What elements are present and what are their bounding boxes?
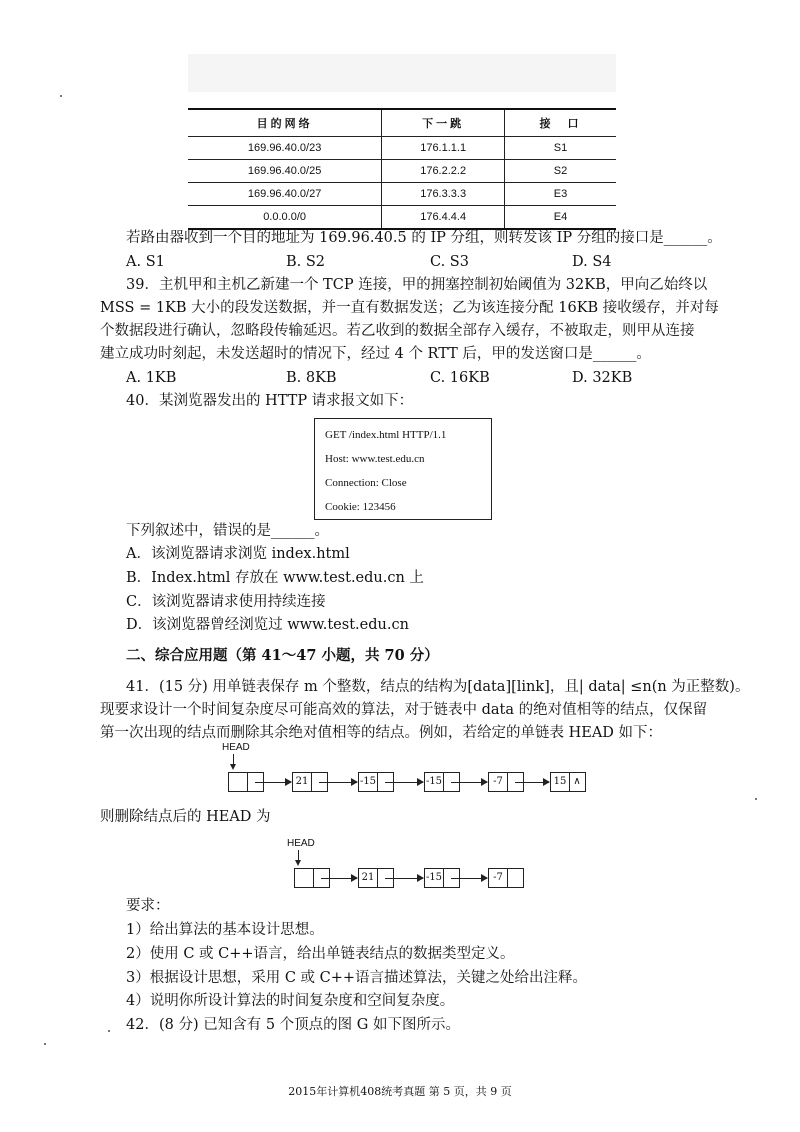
list-tail-node (488, 868, 524, 888)
list-arrow (451, 782, 487, 783)
q38-option-c: C. S3 (430, 254, 469, 270)
q41-line-3: 第一次出现的结点而删除其余绝对值相等的结点。例如，若给定的单链表 HEAD 如下： (100, 725, 663, 741)
scan-header-band (188, 54, 616, 92)
table-header-row (188, 109, 616, 137)
q40-stem: 下列叙述中，错误的是______。 (126, 523, 329, 539)
table-cell: 169.96.40.0/27 (188, 183, 382, 206)
q41-line-1: 41．(15 分) 用单链表保存 m 个整数，结点的结构为[data][link]，且| data| ≤n(n 为正整数)。 (126, 679, 750, 695)
table-cell: 176.1.1.1 (382, 137, 505, 160)
table-row (188, 137, 616, 160)
table-cell: 176.3.3.3 (382, 183, 505, 206)
http-line: GET /index.html HTTP/1.1 (325, 429, 447, 441)
list-arrow (255, 782, 291, 783)
requirements-title: 要求： (126, 898, 170, 914)
head-label: HEAD (287, 838, 315, 849)
null-icon: ∧ (573, 776, 581, 787)
scan-speck (755, 798, 757, 800)
table-cell: 0.0.0.0/0 (188, 206, 382, 230)
node-data: -15 (359, 773, 378, 791)
q39-line-1: 39．主机甲和主机乙新建一个 TCP 连接，甲的拥塞控制初始阈值为 32KB，甲向乙始终以 (126, 277, 708, 293)
list-arrow (321, 878, 357, 879)
table-header: 下一跳 (382, 109, 505, 137)
requirement-item: 3）根据设计思想，采用 C 或 C++语言描述算法，关键之处给出注释。 (126, 970, 588, 986)
http-line: Cookie: 123456 (325, 501, 396, 513)
node-data: 21 (293, 773, 312, 791)
requirement-item: 1）给出算法的基本设计思想。 (126, 922, 324, 938)
http-line: Connection: Close (325, 477, 407, 489)
requirement-item: 2）使用 C 或 C++语言，给出单链表结点的数据类型定义。 (126, 946, 515, 962)
q41-after-text: 则删除结点后的 HEAD 为 (100, 809, 271, 825)
node-data: -7 (489, 773, 508, 791)
table-cell: 169.96.40.0/25 (188, 160, 382, 183)
q40-option-c: C．该浏览器请求使用持续连接 (126, 594, 326, 610)
node-data: 15 (551, 773, 570, 791)
node-data: 21 (359, 869, 378, 887)
head-label: HEAD (222, 742, 250, 753)
node-data: -15 (425, 869, 444, 887)
q39-option-d: D. 32KB (572, 370, 633, 386)
table-header: 接 口 (505, 109, 616, 137)
table-cell: E3 (505, 183, 616, 206)
q39-option-a: A. 1KB (126, 370, 177, 386)
q40-option-b: B．Index.html 存放在 www.test.edu.cn 上 (126, 570, 424, 586)
q39-line-4: 建立成功时刻起，未发送超时的情况下，经过 4 个 RTT 后，甲的发送窗口是______。 (100, 346, 651, 362)
node-data: -7 (489, 869, 508, 887)
q38-option-d: D. S4 (572, 254, 612, 270)
q41-line-2: 现要求设计一个时间复杂度尽可能高效的算法，对于链表中 data 的绝对值相等的结点，仅保留 (100, 702, 708, 718)
table-cell: E4 (505, 206, 616, 230)
list-tail-node (550, 772, 586, 792)
q38-option-a: A. S1 (126, 254, 165, 270)
q42-text: 42．(8 分) 已知含有 5 个顶点的图 G 如下图所示。 (126, 1017, 460, 1033)
q40-option-d: D．该浏览器曾经浏览过 www.test.edu.cn (126, 617, 409, 633)
list-arrow (515, 782, 549, 783)
q38-option-b: B. S2 (286, 254, 326, 270)
table-cell: S1 (505, 137, 616, 160)
table-cell: 169.96.40.0/23 (188, 137, 382, 160)
scan-speck (60, 95, 62, 97)
http-line: Host: www.test.edu.cn (325, 453, 425, 465)
table-row (188, 206, 616, 230)
section-title: 二、综合应用题（第 41～47 小题，共 70 分） (126, 647, 439, 664)
scan-speck (108, 1030, 110, 1032)
list-arrow (451, 878, 487, 879)
http-request-box (314, 418, 492, 520)
table-cell: 176.4.4.4 (382, 206, 505, 230)
requirement-item: 4）说明你所设计算法的时间复杂度和空间复杂度。 (126, 993, 455, 1009)
list-arrow (385, 878, 423, 879)
list-arrow (385, 782, 423, 783)
list-arrow (319, 782, 357, 783)
table-row (188, 183, 616, 206)
q40-intro: 40．某浏览器发出的 HTTP 请求报文如下： (126, 393, 414, 409)
q39-line-2: MSS = 1KB 大小的段发送数据，并一直有数据发送；乙为该连接分配 16KB 接收缓存，并对每 (100, 300, 719, 316)
q39-option-c: C. 16KB (430, 370, 490, 386)
head-arrow-icon (295, 860, 301, 866)
head-arrow-icon (230, 764, 236, 770)
node-data: -15 (425, 773, 444, 791)
page-footer: 2015年计算机408统考真题 第 5 页，共 9 页 (288, 1085, 512, 1098)
q39-option-b: B. 8KB (286, 370, 337, 386)
table-header: 目的网络 (188, 109, 382, 137)
q39-line-3: 个数据段进行确认，忽略段传输延迟。若乙收到的数据全部存入缓存，不被取走，则甲从连接 (100, 323, 695, 339)
table-cell: 176.2.2.2 (382, 160, 505, 183)
table-cell: S2 (505, 160, 616, 183)
table-row (188, 160, 616, 183)
q40-option-a: A．该浏览器请求浏览 index.html (126, 546, 350, 562)
q38-stem: 若路由器收到一个目的地址为 169.96.40.5 的 IP 分组，则转发该 IP 分组的接口是______。 (126, 230, 722, 246)
routing-table (188, 108, 616, 230)
scan-speck (44, 1043, 46, 1045)
